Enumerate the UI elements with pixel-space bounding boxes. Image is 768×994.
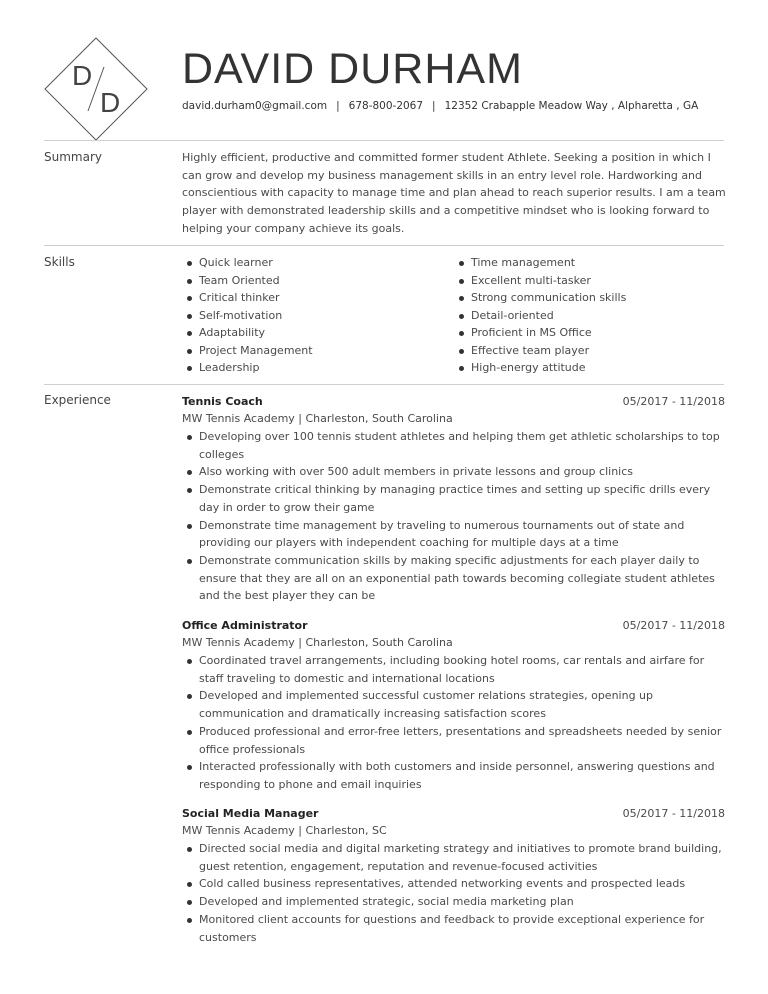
email-link[interactable]: david.durham0@gmail.com: [182, 100, 328, 112]
skill-item: Adaptability: [187, 324, 313, 342]
skill-item: Leadership: [187, 359, 313, 377]
job-bullets: [182, 840, 725, 946]
monogram-top-letter: D: [72, 60, 93, 91]
skill-item: Effective team player: [459, 342, 626, 360]
list-item: Demonstrate critical thinking by managing practice times and setting up specific drills every day in order to grow their game: [199, 481, 725, 516]
list-item: Developing over 100 tennis student athletes and helping them get athletic scholarships to top colleges: [199, 428, 725, 463]
contact-separator: |: [432, 100, 436, 112]
job-bullets: [182, 652, 725, 794]
candidate-name: DAVID DURHAM: [182, 45, 523, 93]
skill-item: High-energy attitude: [459, 359, 626, 377]
job-entry: [182, 617, 725, 794]
job-title: Office Administrator: [182, 619, 308, 632]
address: 12352 Crabapple Meadow Way , Alpharetta , GA: [444, 100, 699, 112]
list-item: Demonstrate communication skills by making specific adjustments for each player daily to ensure that they are all on an exponential path towards becoming collegiate student athletes and the best player they can be: [199, 552, 725, 605]
list-item: Produced professional and error-free letters, presentations and spreadsheets needed by senior office professionals: [199, 723, 725, 758]
skill-item: Team Oriented: [187, 272, 313, 290]
monogram-bottom-letter: D: [100, 87, 121, 118]
skill-item: Excellent multi-tasker: [459, 272, 626, 290]
phone-number: 678-800-2067: [348, 100, 424, 112]
job-title: Tennis Coach: [182, 395, 263, 408]
skill-item: Project Management: [187, 342, 313, 360]
skill-item: Strong communication skills: [459, 289, 626, 307]
divider: [44, 245, 724, 246]
section-label-experience: Experience: [44, 393, 111, 407]
list-item: Directed social media and digital marketing strategy and initiatives to promote brand building, guest retention, engagement, reputation and revenue-focused activities: [199, 840, 725, 875]
job-entry: [182, 805, 725, 946]
list-item: Also working with over 500 adult members in private lessons and group clinics: [199, 463, 725, 481]
divider: [44, 140, 724, 141]
job-title: Social Media Manager: [182, 807, 319, 820]
list-item: Developed and implemented successful customer relations strategies, opening up communication and dramatically increasing satisfaction scores: [199, 687, 725, 722]
summary-text: Highly efficient, productive and committed former student Athlete. Seeking a position in which I can grow and develop my business management skills in an entry level role. Hardworking and conscientious with capacity to manage time and plan ahead to reach superior results. I am a team player with demonstrated leadership skills and a competitive mindset who is looking forward to helping your company achieve its goals.: [182, 151, 726, 235]
skills-list-right: [459, 254, 626, 377]
job-company: MW Tennis Academy | Charleston, SC: [182, 824, 387, 837]
skills-list-left: [187, 254, 313, 377]
list-item: Developed and implemented strategic, social media marketing plan: [199, 893, 725, 911]
list-item: Interacted professionally with both customers and inside personnel, answering questions and responding to phone and email inquiries: [199, 758, 725, 793]
job-company: MW Tennis Academy | Charleston, South Carolina: [182, 412, 453, 425]
skill-item: Detail-oriented: [459, 307, 626, 325]
monogram-logo: [44, 37, 148, 141]
list-item: Coordinated travel arrangements, including booking hotel rooms, car rentals and airfare for staff traveling to domestic and international locations: [199, 652, 725, 687]
job-dates: 05/2017 - 11/2018: [622, 395, 725, 408]
contact-line: [182, 100, 698, 112]
skill-item: Self-motivation: [187, 307, 313, 325]
contact-separator: |: [336, 100, 340, 112]
skill-item: Critical thinker: [187, 289, 313, 307]
skill-item: Proficient in MS Office: [459, 324, 626, 342]
skill-item: Quick learner: [187, 254, 313, 272]
job-bullets: [182, 428, 725, 605]
job-dates: 05/2017 - 11/2018: [622, 619, 725, 632]
section-label-skills: Skills: [44, 255, 75, 269]
job-dates: 05/2017 - 11/2018: [622, 807, 725, 820]
job-company: MW Tennis Academy | Charleston, South Carolina: [182, 636, 453, 649]
job-entry: [182, 393, 725, 605]
list-item: Demonstrate time management by traveling to numerous tournaments out of state and providing our players with independent coaching for multiple days at a time: [199, 517, 725, 552]
divider: [44, 384, 724, 385]
section-label-summary: Summary: [44, 150, 102, 164]
list-item: Monitored client accounts for questions and feedback to provide exceptional experience for customers: [199, 911, 725, 946]
list-item: Cold called business representatives, attended networking events and prospected leads: [199, 875, 725, 893]
skill-item: Time management: [459, 254, 626, 272]
